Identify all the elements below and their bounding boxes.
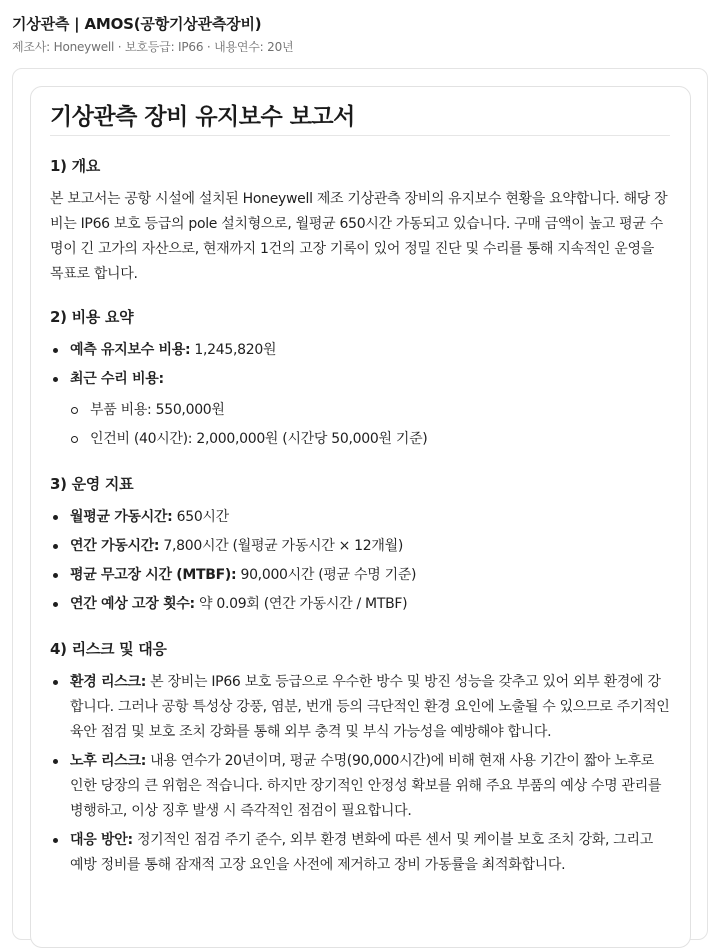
item-label: 연간 가동시간:: [70, 538, 160, 554]
sub-list: [70, 398, 670, 452]
item-label: 예측 유지보수 비용:: [70, 342, 191, 358]
item-label: 대응 방안:: [70, 832, 133, 848]
item-value: 약 0.09회 (연간 가동시간 / MTBF): [198, 596, 408, 612]
item-label: 최근 수리 비용:: [70, 371, 164, 387]
item-value: 정기적인 점검 주기 준수, 외부 환경 변화에 따른 센서 및 케이블 보호 조치 강화, 그리고 예방 정비를 통해 잠재적 고장 요인을 사전에 제거하고 장비 가동률을 최적화합니다.: [70, 832, 653, 873]
sub-list-item: 부품 비용: 550,000원: [70, 398, 670, 423]
list-item: [50, 505, 670, 530]
list-item: [50, 592, 670, 617]
list-item: [50, 338, 670, 363]
ops-list: [50, 505, 670, 617]
item-label: 환경 리스크:: [70, 674, 146, 690]
item-value: 본 장비는 IP66 보호 등급으로 우수한 방수 및 방진 성능을 갖추고 있어 외부 환경에 강합니다. 그러나 공항 특성상 강풍, 염분, 번개 등의 극단적인 환경 요인에 노출될 수 있으므로 주기적인 육안 점검 및 보호 조치 강화를 통해 외부 충격 및 부식 가능성을 예방해야 합니다.: [70, 674, 670, 740]
section-title-cost: 2) 비용 요약: [50, 308, 134, 326]
sub-list-item: 인건비 (40시간): 2,000,000원 (시간당 50,000원 기준): [70, 427, 670, 452]
list-item: [50, 670, 670, 745]
section-title-ops: 3) 운영 지표: [50, 475, 134, 493]
item-value: 1,245,820원: [194, 342, 277, 358]
item-label: 월평균 가동시간:: [70, 509, 173, 525]
item-value: 650시간: [176, 509, 229, 525]
list-item: [50, 534, 670, 559]
report-content: [50, 100, 670, 898]
list-item: [50, 828, 670, 878]
item-label: 연간 예상 고장 횟수:: [70, 596, 195, 612]
page-title: 기상관측 | AMOS(공항기상관측장비): [12, 15, 262, 33]
item-label: 평균 무고장 시간 (MTBF):: [70, 567, 237, 583]
item-value: 내용 연수가 20년이며, 평균 수명(90,000시간)에 비해 현재 사용 기간이 짧아 노후로 인한 당장의 큰 위험은 적습니다. 하지만 장기적인 안정성 확보를 위해 주요 부품의 예상 수명 관리를 병행하고, 이상 징후 발생 시 즉각적인 점검이 필요합니다.: [70, 753, 662, 819]
list-item: [50, 367, 670, 452]
cost-list: [50, 338, 670, 452]
list-item: [50, 749, 670, 824]
item-label: 노후 리스크:: [70, 753, 146, 769]
report-title: 기상관측 장비 유지보수 보고서: [50, 100, 670, 136]
page-subtitle: 제조사: Honeywell · 보호등급: IP66 · 내용연수: 20년: [12, 40, 294, 54]
list-item: [50, 563, 670, 588]
overview-paragraph: 본 보고서는 공항 시설에 설치된 Honeywell 제조 기상관측 장비의 유지보수 현황을 요약합니다. 해당 장비는 IP66 보호 등급의 pole 설치형으로, 월평균 650시간 가동되고 있습니다. 구매 금액이 높고 평균 수명이 긴 고가의 자산으로, 현재까지 1건의 고장 기록이 있어 정밀 진단 및 수리를 통해 지속적인 운영을 목표로 합니다.: [50, 191, 668, 282]
item-value: 90,000시간 (평균 수명 기준): [240, 567, 417, 583]
item-value: 7,800시간 (월평균 가동시간 × 12개월): [163, 538, 403, 554]
section-title-overview: 1) 개요: [50, 157, 100, 175]
section-title-risk: 4) 리스크 및 대응: [50, 640, 167, 658]
risk-list: [50, 670, 670, 878]
